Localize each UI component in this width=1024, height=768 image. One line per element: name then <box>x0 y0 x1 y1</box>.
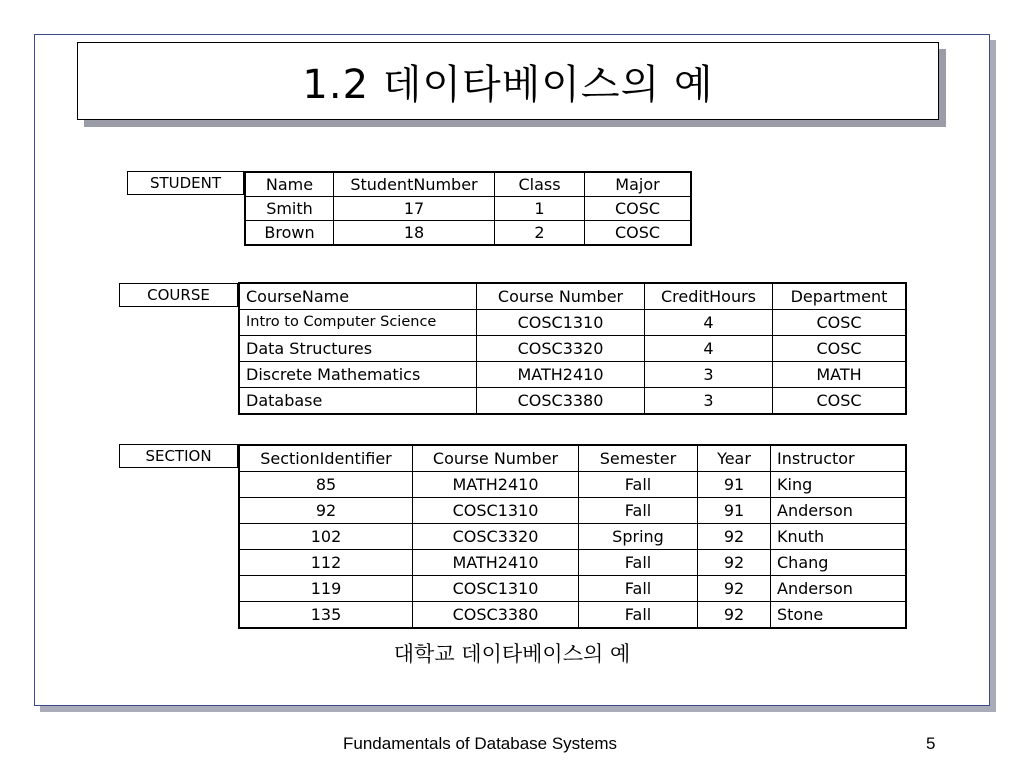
table-cell: Anderson <box>771 576 907 602</box>
table-row <box>239 388 906 415</box>
table-cell: COSC3380 <box>477 388 645 415</box>
header-cell: Semester <box>579 445 698 472</box>
table-cell: 92 <box>239 498 413 524</box>
table-cell: 3 <box>645 388 773 415</box>
header-cell: CourseName <box>239 283 477 310</box>
table-cell: 17 <box>334 197 495 221</box>
section-table <box>238 444 907 629</box>
table-cell: 91 <box>698 498 771 524</box>
course-table <box>238 282 907 415</box>
header-cell: Name <box>245 172 334 197</box>
header-cell: Course Number <box>413 445 579 472</box>
header-cell: Major <box>585 172 692 197</box>
table-row <box>245 221 691 246</box>
table-header-row <box>245 172 691 197</box>
figure-caption <box>0 638 1024 668</box>
table-cell: Fall <box>579 472 698 498</box>
table-cell: 92 <box>698 576 771 602</box>
header-cell: Instructor <box>771 445 907 472</box>
table-cell: 1 <box>495 197 585 221</box>
table-row <box>239 524 906 550</box>
table-cell: COSC1310 <box>413 498 579 524</box>
table-cell: Brown <box>245 221 334 246</box>
title-box <box>77 42 939 120</box>
table-header-row <box>239 445 906 472</box>
table-cell: Anderson <box>771 498 907 524</box>
table-cell: Intro to Computer Science <box>239 310 477 336</box>
table-row <box>239 336 906 362</box>
table-cell: Fall <box>579 498 698 524</box>
table-cell: 112 <box>239 550 413 576</box>
header-cell: Year <box>698 445 771 472</box>
slide-title: 1.2 데이타베이스의 예 <box>302 61 714 108</box>
table-cell: 18 <box>334 221 495 246</box>
table-row <box>239 602 906 629</box>
table-cell: 92 <box>698 524 771 550</box>
table-cell: Fall <box>579 550 698 576</box>
table-cell: Spring <box>579 524 698 550</box>
table-cell: COSC3380 <box>413 602 579 629</box>
table-cell: Fall <box>579 602 698 629</box>
header-cell: Course Number <box>477 283 645 310</box>
table-cell: COSC3320 <box>413 524 579 550</box>
table-cell: COSC1310 <box>477 310 645 336</box>
page-number: 5 <box>926 734 936 753</box>
table-row <box>239 362 906 388</box>
table-row <box>239 498 906 524</box>
table-row <box>239 576 906 602</box>
table-cell: COSC <box>773 388 907 415</box>
table-cell: COSC <box>585 221 692 246</box>
table-cell: 92 <box>698 550 771 576</box>
table-cell: COSC <box>773 310 907 336</box>
table-cell: 91 <box>698 472 771 498</box>
table-cell: Knuth <box>771 524 907 550</box>
table-cell: COSC <box>585 197 692 221</box>
table-cell: 102 <box>239 524 413 550</box>
table-cell: 119 <box>239 576 413 602</box>
section-table-label: SECTION <box>119 444 238 468</box>
table-cell: COSC1310 <box>413 576 579 602</box>
table-cell: 4 <box>645 336 773 362</box>
table-cell: Data Structures <box>239 336 477 362</box>
table-cell: 3 <box>645 362 773 388</box>
table-row <box>239 472 906 498</box>
header-cell: CreditHours <box>645 283 773 310</box>
table-cell: 92 <box>698 602 771 629</box>
table-row <box>245 197 691 221</box>
table-cell: 135 <box>239 602 413 629</box>
header-cell: SectionIdentifier <box>239 445 413 472</box>
table-header-row <box>239 283 906 310</box>
header-cell: Class <box>495 172 585 197</box>
table-cell: King <box>771 472 907 498</box>
header-cell: Department <box>773 283 907 310</box>
course-table-label: COURSE <box>119 283 238 307</box>
student-table <box>244 171 692 246</box>
table-row <box>239 310 906 336</box>
table-row <box>239 550 906 576</box>
table-cell: MATH2410 <box>413 472 579 498</box>
table-cell: MATH <box>773 362 907 388</box>
table-cell: Smith <box>245 197 334 221</box>
footer-title: Fundamentals of Database Systems <box>343 734 618 753</box>
table-cell: 4 <box>645 310 773 336</box>
header-cell: StudentNumber <box>334 172 495 197</box>
table-cell: 2 <box>495 221 585 246</box>
table-cell: MATH2410 <box>477 362 645 388</box>
table-cell: MATH2410 <box>413 550 579 576</box>
table-cell: Database <box>239 388 477 415</box>
caption-text: 대학교 데이타베이스의 예 <box>393 642 631 666</box>
table-cell: COSC3320 <box>477 336 645 362</box>
table-cell: 85 <box>239 472 413 498</box>
table-cell: COSC <box>773 336 907 362</box>
table-cell: Stone <box>771 602 907 629</box>
table-cell: Discrete Mathematics <box>239 362 477 388</box>
table-cell: Fall <box>579 576 698 602</box>
table-cell: Chang <box>771 550 907 576</box>
student-table-label: STUDENT <box>127 171 244 195</box>
